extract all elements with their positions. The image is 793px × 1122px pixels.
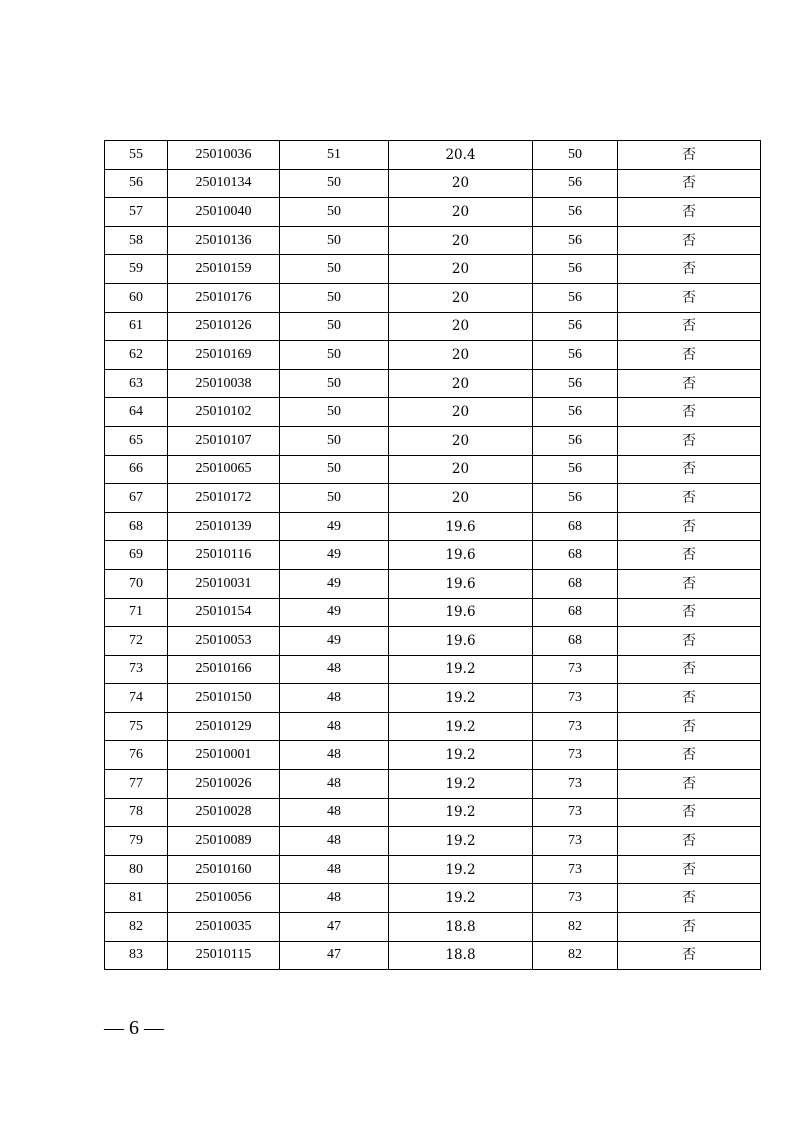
score-cell: 50 xyxy=(280,426,389,455)
flag-cell: 否 xyxy=(618,283,761,312)
seq-cell: 74 xyxy=(105,684,168,713)
table-row xyxy=(105,341,761,370)
table-row xyxy=(105,741,761,770)
flag-cell: 否 xyxy=(618,255,761,284)
rank-cell: 73 xyxy=(533,684,618,713)
weighted-score-cell: 19.6 xyxy=(389,569,533,598)
candidate-id-cell: 25010026 xyxy=(168,770,280,799)
score-cell: 50 xyxy=(280,398,389,427)
rank-cell: 56 xyxy=(533,484,618,513)
seq-cell: 62 xyxy=(105,341,168,370)
rank-cell: 68 xyxy=(533,627,618,656)
rank-cell: 56 xyxy=(533,398,618,427)
weighted-score-cell: 20 xyxy=(389,312,533,341)
flag-cell: 否 xyxy=(618,226,761,255)
weighted-score-cell: 19.2 xyxy=(389,684,533,713)
seq-cell: 67 xyxy=(105,484,168,513)
seq-cell: 81 xyxy=(105,884,168,913)
seq-cell: 60 xyxy=(105,283,168,312)
rank-cell: 56 xyxy=(533,369,618,398)
candidate-id-cell: 25010159 xyxy=(168,255,280,284)
flag-cell: 否 xyxy=(618,627,761,656)
weighted-score-cell: 19.2 xyxy=(389,827,533,856)
table-row xyxy=(105,198,761,227)
rank-cell: 56 xyxy=(533,426,618,455)
weighted-score-cell: 19.6 xyxy=(389,598,533,627)
candidate-id-cell: 25010126 xyxy=(168,312,280,341)
weighted-score-cell: 20 xyxy=(389,455,533,484)
candidate-id-cell: 25010056 xyxy=(168,884,280,913)
flag-cell: 否 xyxy=(618,198,761,227)
candidate-id-cell: 25010028 xyxy=(168,798,280,827)
table-row xyxy=(105,884,761,913)
weighted-score-cell: 20 xyxy=(389,484,533,513)
flag-cell: 否 xyxy=(618,827,761,856)
rank-cell: 56 xyxy=(533,341,618,370)
score-cell: 50 xyxy=(280,369,389,398)
weighted-score-cell: 19.2 xyxy=(389,855,533,884)
score-table xyxy=(104,140,761,970)
rank-cell: 73 xyxy=(533,770,618,799)
seq-cell: 55 xyxy=(105,141,168,170)
table-row xyxy=(105,283,761,312)
weighted-score-cell: 19.2 xyxy=(389,655,533,684)
seq-cell: 71 xyxy=(105,598,168,627)
weighted-score-cell: 18.8 xyxy=(389,941,533,970)
table-row xyxy=(105,312,761,341)
score-cell: 51 xyxy=(280,141,389,170)
flag-cell: 否 xyxy=(618,569,761,598)
rank-cell: 73 xyxy=(533,884,618,913)
score-cell: 50 xyxy=(280,455,389,484)
weighted-score-cell: 19.6 xyxy=(389,627,533,656)
rank-cell: 73 xyxy=(533,855,618,884)
candidate-id-cell: 25010102 xyxy=(168,398,280,427)
table-row xyxy=(105,169,761,198)
weighted-score-cell: 20.4 xyxy=(389,141,533,170)
weighted-score-cell: 19.2 xyxy=(389,798,533,827)
weighted-score-cell: 19.6 xyxy=(389,512,533,541)
weighted-score-cell: 19.2 xyxy=(389,741,533,770)
weighted-score-cell: 19.2 xyxy=(389,712,533,741)
score-cell: 48 xyxy=(280,884,389,913)
weighted-score-cell: 20 xyxy=(389,255,533,284)
seq-cell: 59 xyxy=(105,255,168,284)
rank-cell: 73 xyxy=(533,827,618,856)
seq-cell: 64 xyxy=(105,398,168,427)
seq-cell: 68 xyxy=(105,512,168,541)
rank-cell: 56 xyxy=(533,226,618,255)
score-cell: 49 xyxy=(280,627,389,656)
candidate-id-cell: 25010116 xyxy=(168,541,280,570)
weighted-score-cell: 20 xyxy=(389,226,533,255)
score-cell: 49 xyxy=(280,569,389,598)
score-cell: 50 xyxy=(280,169,389,198)
weighted-score-cell: 20 xyxy=(389,426,533,455)
weighted-score-cell: 20 xyxy=(389,283,533,312)
table-row xyxy=(105,141,761,170)
flag-cell: 否 xyxy=(618,141,761,170)
table-row xyxy=(105,255,761,284)
candidate-id-cell: 25010166 xyxy=(168,655,280,684)
table-row xyxy=(105,569,761,598)
seq-cell: 82 xyxy=(105,913,168,942)
candidate-id-cell: 25010038 xyxy=(168,369,280,398)
score-cell: 50 xyxy=(280,484,389,513)
table-row xyxy=(105,913,761,942)
flag-cell: 否 xyxy=(618,426,761,455)
score-cell: 48 xyxy=(280,712,389,741)
seq-cell: 76 xyxy=(105,741,168,770)
weighted-score-cell: 19.2 xyxy=(389,884,533,913)
table-row xyxy=(105,627,761,656)
score-cell: 48 xyxy=(280,684,389,713)
seq-cell: 77 xyxy=(105,770,168,799)
flag-cell: 否 xyxy=(618,312,761,341)
score-cell: 50 xyxy=(280,312,389,341)
seq-cell: 61 xyxy=(105,312,168,341)
score-cell: 48 xyxy=(280,798,389,827)
flag-cell: 否 xyxy=(618,684,761,713)
seq-cell: 57 xyxy=(105,198,168,227)
seq-cell: 58 xyxy=(105,226,168,255)
table-row xyxy=(105,941,761,970)
flag-cell: 否 xyxy=(618,169,761,198)
score-cell: 50 xyxy=(280,226,389,255)
rank-cell: 73 xyxy=(533,798,618,827)
candidate-id-cell: 25010176 xyxy=(168,283,280,312)
rank-cell: 68 xyxy=(533,541,618,570)
score-cell: 47 xyxy=(280,941,389,970)
candidate-id-cell: 25010172 xyxy=(168,484,280,513)
score-cell: 48 xyxy=(280,655,389,684)
page-number: — 6 — xyxy=(104,1017,164,1039)
seq-cell: 69 xyxy=(105,541,168,570)
seq-cell: 73 xyxy=(105,655,168,684)
weighted-score-cell: 19.6 xyxy=(389,541,533,570)
flag-cell: 否 xyxy=(618,598,761,627)
seq-cell: 72 xyxy=(105,627,168,656)
table-row xyxy=(105,770,761,799)
candidate-id-cell: 25010036 xyxy=(168,141,280,170)
table-row xyxy=(105,598,761,627)
score-cell: 48 xyxy=(280,770,389,799)
table-row xyxy=(105,512,761,541)
candidate-id-cell: 25010035 xyxy=(168,913,280,942)
candidate-id-cell: 25010115 xyxy=(168,941,280,970)
candidate-id-cell: 25010136 xyxy=(168,226,280,255)
score-cell: 49 xyxy=(280,541,389,570)
table-row xyxy=(105,426,761,455)
seq-cell: 70 xyxy=(105,569,168,598)
score-cell: 50 xyxy=(280,283,389,312)
candidate-id-cell: 25010040 xyxy=(168,198,280,227)
score-cell: 47 xyxy=(280,913,389,942)
weighted-score-cell: 20 xyxy=(389,169,533,198)
table-row xyxy=(105,484,761,513)
weighted-score-cell: 20 xyxy=(389,341,533,370)
score-cell: 48 xyxy=(280,741,389,770)
rank-cell: 73 xyxy=(533,741,618,770)
candidate-id-cell: 25010169 xyxy=(168,341,280,370)
candidate-id-cell: 25010150 xyxy=(168,684,280,713)
score-cell: 50 xyxy=(280,198,389,227)
table-row xyxy=(105,226,761,255)
score-cell: 50 xyxy=(280,255,389,284)
score-cell: 49 xyxy=(280,512,389,541)
rank-cell: 56 xyxy=(533,198,618,227)
flag-cell: 否 xyxy=(618,798,761,827)
score-table-body xyxy=(105,141,761,970)
seq-cell: 66 xyxy=(105,455,168,484)
table-row xyxy=(105,455,761,484)
seq-cell: 83 xyxy=(105,941,168,970)
flag-cell: 否 xyxy=(618,455,761,484)
seq-cell: 63 xyxy=(105,369,168,398)
flag-cell: 否 xyxy=(618,855,761,884)
weighted-score-cell: 20 xyxy=(389,369,533,398)
candidate-id-cell: 25010129 xyxy=(168,712,280,741)
candidate-id-cell: 25010139 xyxy=(168,512,280,541)
flag-cell: 否 xyxy=(618,341,761,370)
table-row xyxy=(105,712,761,741)
seq-cell: 75 xyxy=(105,712,168,741)
flag-cell: 否 xyxy=(618,941,761,970)
table-row xyxy=(105,827,761,856)
flag-cell: 否 xyxy=(618,712,761,741)
score-cell: 50 xyxy=(280,341,389,370)
score-cell: 48 xyxy=(280,855,389,884)
weighted-score-cell: 19.2 xyxy=(389,770,533,799)
weighted-score-cell: 20 xyxy=(389,198,533,227)
table-row xyxy=(105,369,761,398)
candidate-id-cell: 25010089 xyxy=(168,827,280,856)
flag-cell: 否 xyxy=(618,741,761,770)
candidate-id-cell: 25010031 xyxy=(168,569,280,598)
rank-cell: 56 xyxy=(533,312,618,341)
seq-cell: 65 xyxy=(105,426,168,455)
flag-cell: 否 xyxy=(618,484,761,513)
flag-cell: 否 xyxy=(618,398,761,427)
score-cell: 48 xyxy=(280,827,389,856)
weighted-score-cell: 20 xyxy=(389,398,533,427)
rank-cell: 68 xyxy=(533,569,618,598)
flag-cell: 否 xyxy=(618,512,761,541)
rank-cell: 73 xyxy=(533,712,618,741)
rank-cell: 56 xyxy=(533,283,618,312)
seq-cell: 80 xyxy=(105,855,168,884)
table-row xyxy=(105,398,761,427)
seq-cell: 79 xyxy=(105,827,168,856)
rank-cell: 50 xyxy=(533,141,618,170)
weighted-score-cell: 18.8 xyxy=(389,913,533,942)
flag-cell: 否 xyxy=(618,913,761,942)
candidate-id-cell: 25010065 xyxy=(168,455,280,484)
rank-cell: 68 xyxy=(533,512,618,541)
rank-cell: 56 xyxy=(533,455,618,484)
rank-cell: 56 xyxy=(533,169,618,198)
table-row xyxy=(105,655,761,684)
flag-cell: 否 xyxy=(618,884,761,913)
flag-cell: 否 xyxy=(618,770,761,799)
candidate-id-cell: 25010053 xyxy=(168,627,280,656)
flag-cell: 否 xyxy=(618,655,761,684)
table-row xyxy=(105,684,761,713)
table-row xyxy=(105,855,761,884)
candidate-id-cell: 25010001 xyxy=(168,741,280,770)
rank-cell: 82 xyxy=(533,913,618,942)
rank-cell: 56 xyxy=(533,255,618,284)
seq-cell: 56 xyxy=(105,169,168,198)
score-cell: 49 xyxy=(280,598,389,627)
seq-cell: 78 xyxy=(105,798,168,827)
rank-cell: 68 xyxy=(533,598,618,627)
rank-cell: 82 xyxy=(533,941,618,970)
flag-cell: 否 xyxy=(618,541,761,570)
candidate-id-cell: 25010154 xyxy=(168,598,280,627)
candidate-id-cell: 25010107 xyxy=(168,426,280,455)
rank-cell: 73 xyxy=(533,655,618,684)
table-row xyxy=(105,798,761,827)
candidate-id-cell: 25010160 xyxy=(168,855,280,884)
flag-cell: 否 xyxy=(618,369,761,398)
candidate-id-cell: 25010134 xyxy=(168,169,280,198)
table-row xyxy=(105,541,761,570)
